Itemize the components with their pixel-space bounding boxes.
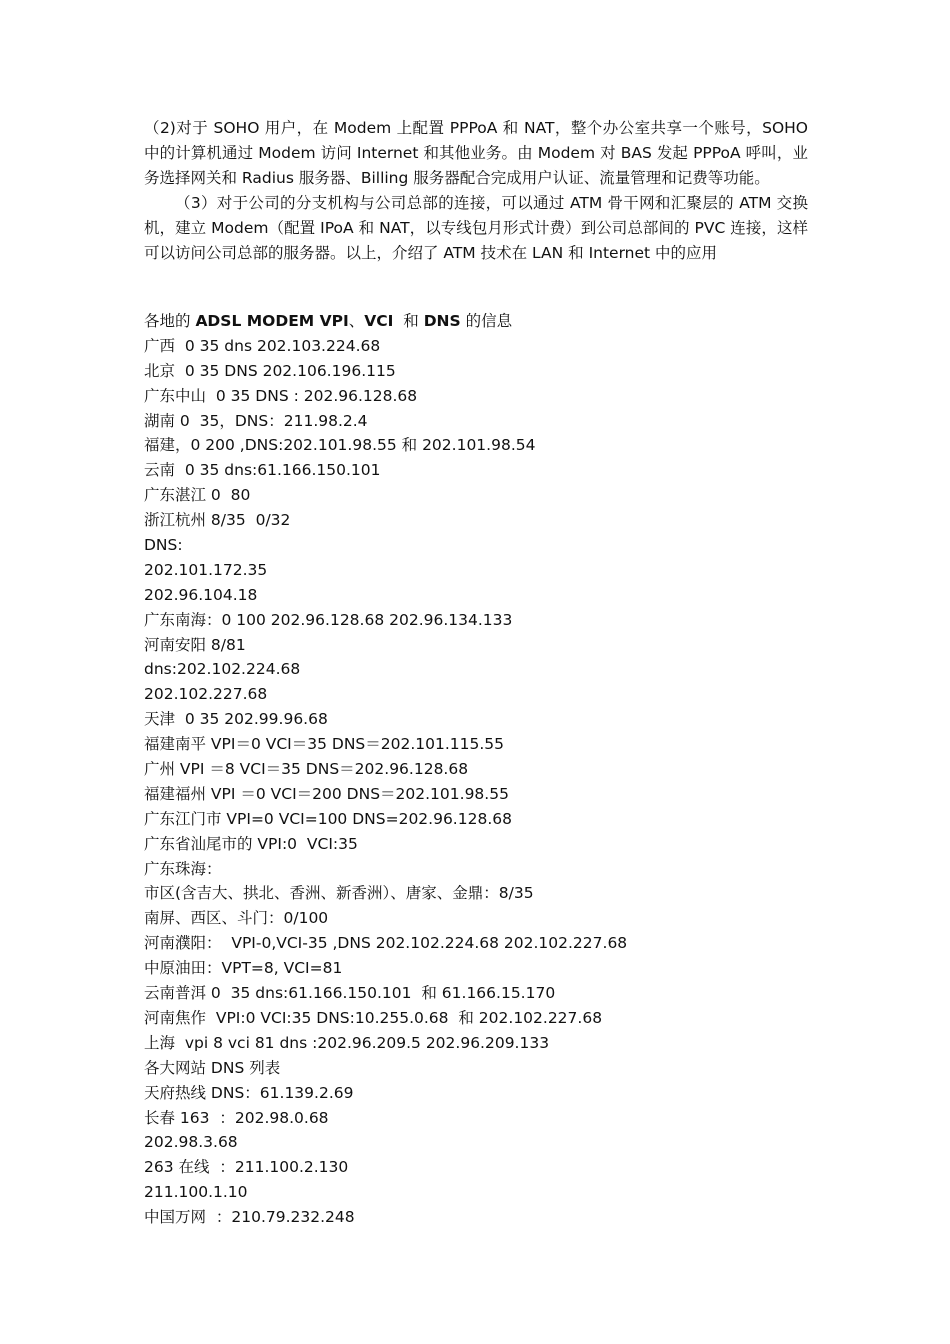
- list-line: 广东中山 0 35 DNS : 202.96.128.68: [144, 386, 418, 405]
- heading-prefix: 各地的: [144, 312, 196, 330]
- heading-bold-dns: DNS: [423, 312, 461, 330]
- list-line: 福建福州 VPI ＝0 VCI＝200 DNS＝202.101.98.55: [144, 784, 509, 803]
- list-line: 上海 vpi 8 vci 81 dns :202.96.209.5 202.96.209.133: [144, 1033, 550, 1052]
- list-line: 天府热线 DNS：61.139.2.69: [144, 1083, 354, 1102]
- list-line: 福建南平 VPI＝0 VCI＝35 DNS＝202.101.115.55: [144, 735, 505, 754]
- list-line: 广西 0 35 dns 202.103.224.68: [144, 336, 381, 355]
- list-line: 广东珠海：: [144, 859, 222, 878]
- list-line: 河南濮阳： VPI-0,VCI-35 ,DNS 202.102.224.68 202.102.227.68: [144, 934, 628, 953]
- list-line: 天津 0 35 202.99.96.68: [144, 710, 328, 729]
- list-line: 广东省汕尾市的 VPI:0 VCI:35: [144, 834, 358, 853]
- heading-sep: 、: [348, 312, 365, 330]
- list-line: 263 在线 ：211.100.2.130: [144, 1158, 349, 1177]
- heading-suffix: 的信息: [460, 312, 513, 330]
- list-line: 广东湛江 0 80: [144, 486, 251, 505]
- list-line: 河南安阳 8/81: [144, 635, 246, 654]
- heading-mid: 和: [393, 312, 424, 330]
- list-line: 浙江杭州 8/35 0/32: [144, 511, 291, 530]
- list-line: 河南焦作 VPI:0 VCI:35 DNS:10.255.0.68 和 202.102.227.68: [144, 1008, 603, 1027]
- list-line: DNS:: [144, 536, 183, 555]
- list-line: 市区(含吉大、拱北、香洲、新香洲）、唐家、金鼎：8/35: [144, 884, 534, 903]
- list-line: 南屏、西区、斗门：0/100: [144, 909, 329, 928]
- vpi-vci-dns-list: [144, 309, 808, 1230]
- list-line: 各大网站 DNS 列表: [144, 1058, 281, 1077]
- list-line: dns:202.102.224.68: [144, 660, 301, 679]
- list-line: 广东江门市 VPI=0 VCI=100 DNS=202.96.128.68: [144, 809, 512, 828]
- list-line: 202.102.227.68: [144, 685, 268, 704]
- list-line: 202.101.172.35: [144, 560, 268, 579]
- list-line: 云南 0 35 dns:61.166.150.101: [144, 461, 381, 480]
- list-line: 广东南海：0 100 202.96.128.68 202.96.134.133: [144, 610, 513, 629]
- section-heading: [144, 309, 808, 334]
- heading-bold-adsl: ADSL MODEM VPI: [195, 312, 349, 330]
- list-line: 湖南 0 35，DNS：211.98.2.4: [144, 411, 368, 430]
- list-line: 中原油田：VPT=8, VCI=81: [144, 959, 343, 978]
- list-line: 北京 0 35 DNS 202.106.196.115: [144, 361, 396, 380]
- heading-bold-vci: VCI: [364, 312, 394, 330]
- list-line: 云南普洱 0 35 dns:61.166.150.101 和 61.166.15.170: [144, 984, 556, 1003]
- list-line: 202.96.104.18: [144, 585, 258, 604]
- list-line: 长春 163 ：202.98.0.68: [144, 1108, 329, 1127]
- list-line: 211.100.1.10: [144, 1183, 248, 1202]
- list-line: 广州 VPI ＝8 VCI＝35 DNS＝202.96.128.68: [144, 760, 469, 779]
- list-line: 202.98.3.68: [144, 1133, 238, 1152]
- intro-paragraphs: [144, 116, 808, 266]
- list-line: 福建，0 200 ,DNS:202.101.98.55 和 202.101.98.54: [144, 436, 536, 455]
- list-line: 中国万网 ：210.79.232.248: [144, 1208, 355, 1227]
- paragraph-branch: （3）对于公司的分支机构与公司总部的连接，可以通过 ATM 骨干网和汇聚层的 ATM 交换机，建立 Modem（配置 IPoA 和 NAT，以专线包月形式计费）到公司总部间的 PVC 连接，这样可以访问公司总部的服务器。以上，介绍了 ATM 技术在 LAN 和 Internet 中的应用: [144, 194, 808, 262]
- paragraph-soho: （2)对于 SOHO 用户，在 Modem 上配置 PPPoA 和 NAT，整个办公室共享一个账号，SOHO 中的计算机通过 Modem 访问 Internet 和其他业务。由 Modem 对 BAS 发起 PPPoA 呼叫，业务选择网关和 Radius 服务器、Billing 服务器配合完成用户认证、流量管理和记费等功能。: [144, 119, 808, 187]
